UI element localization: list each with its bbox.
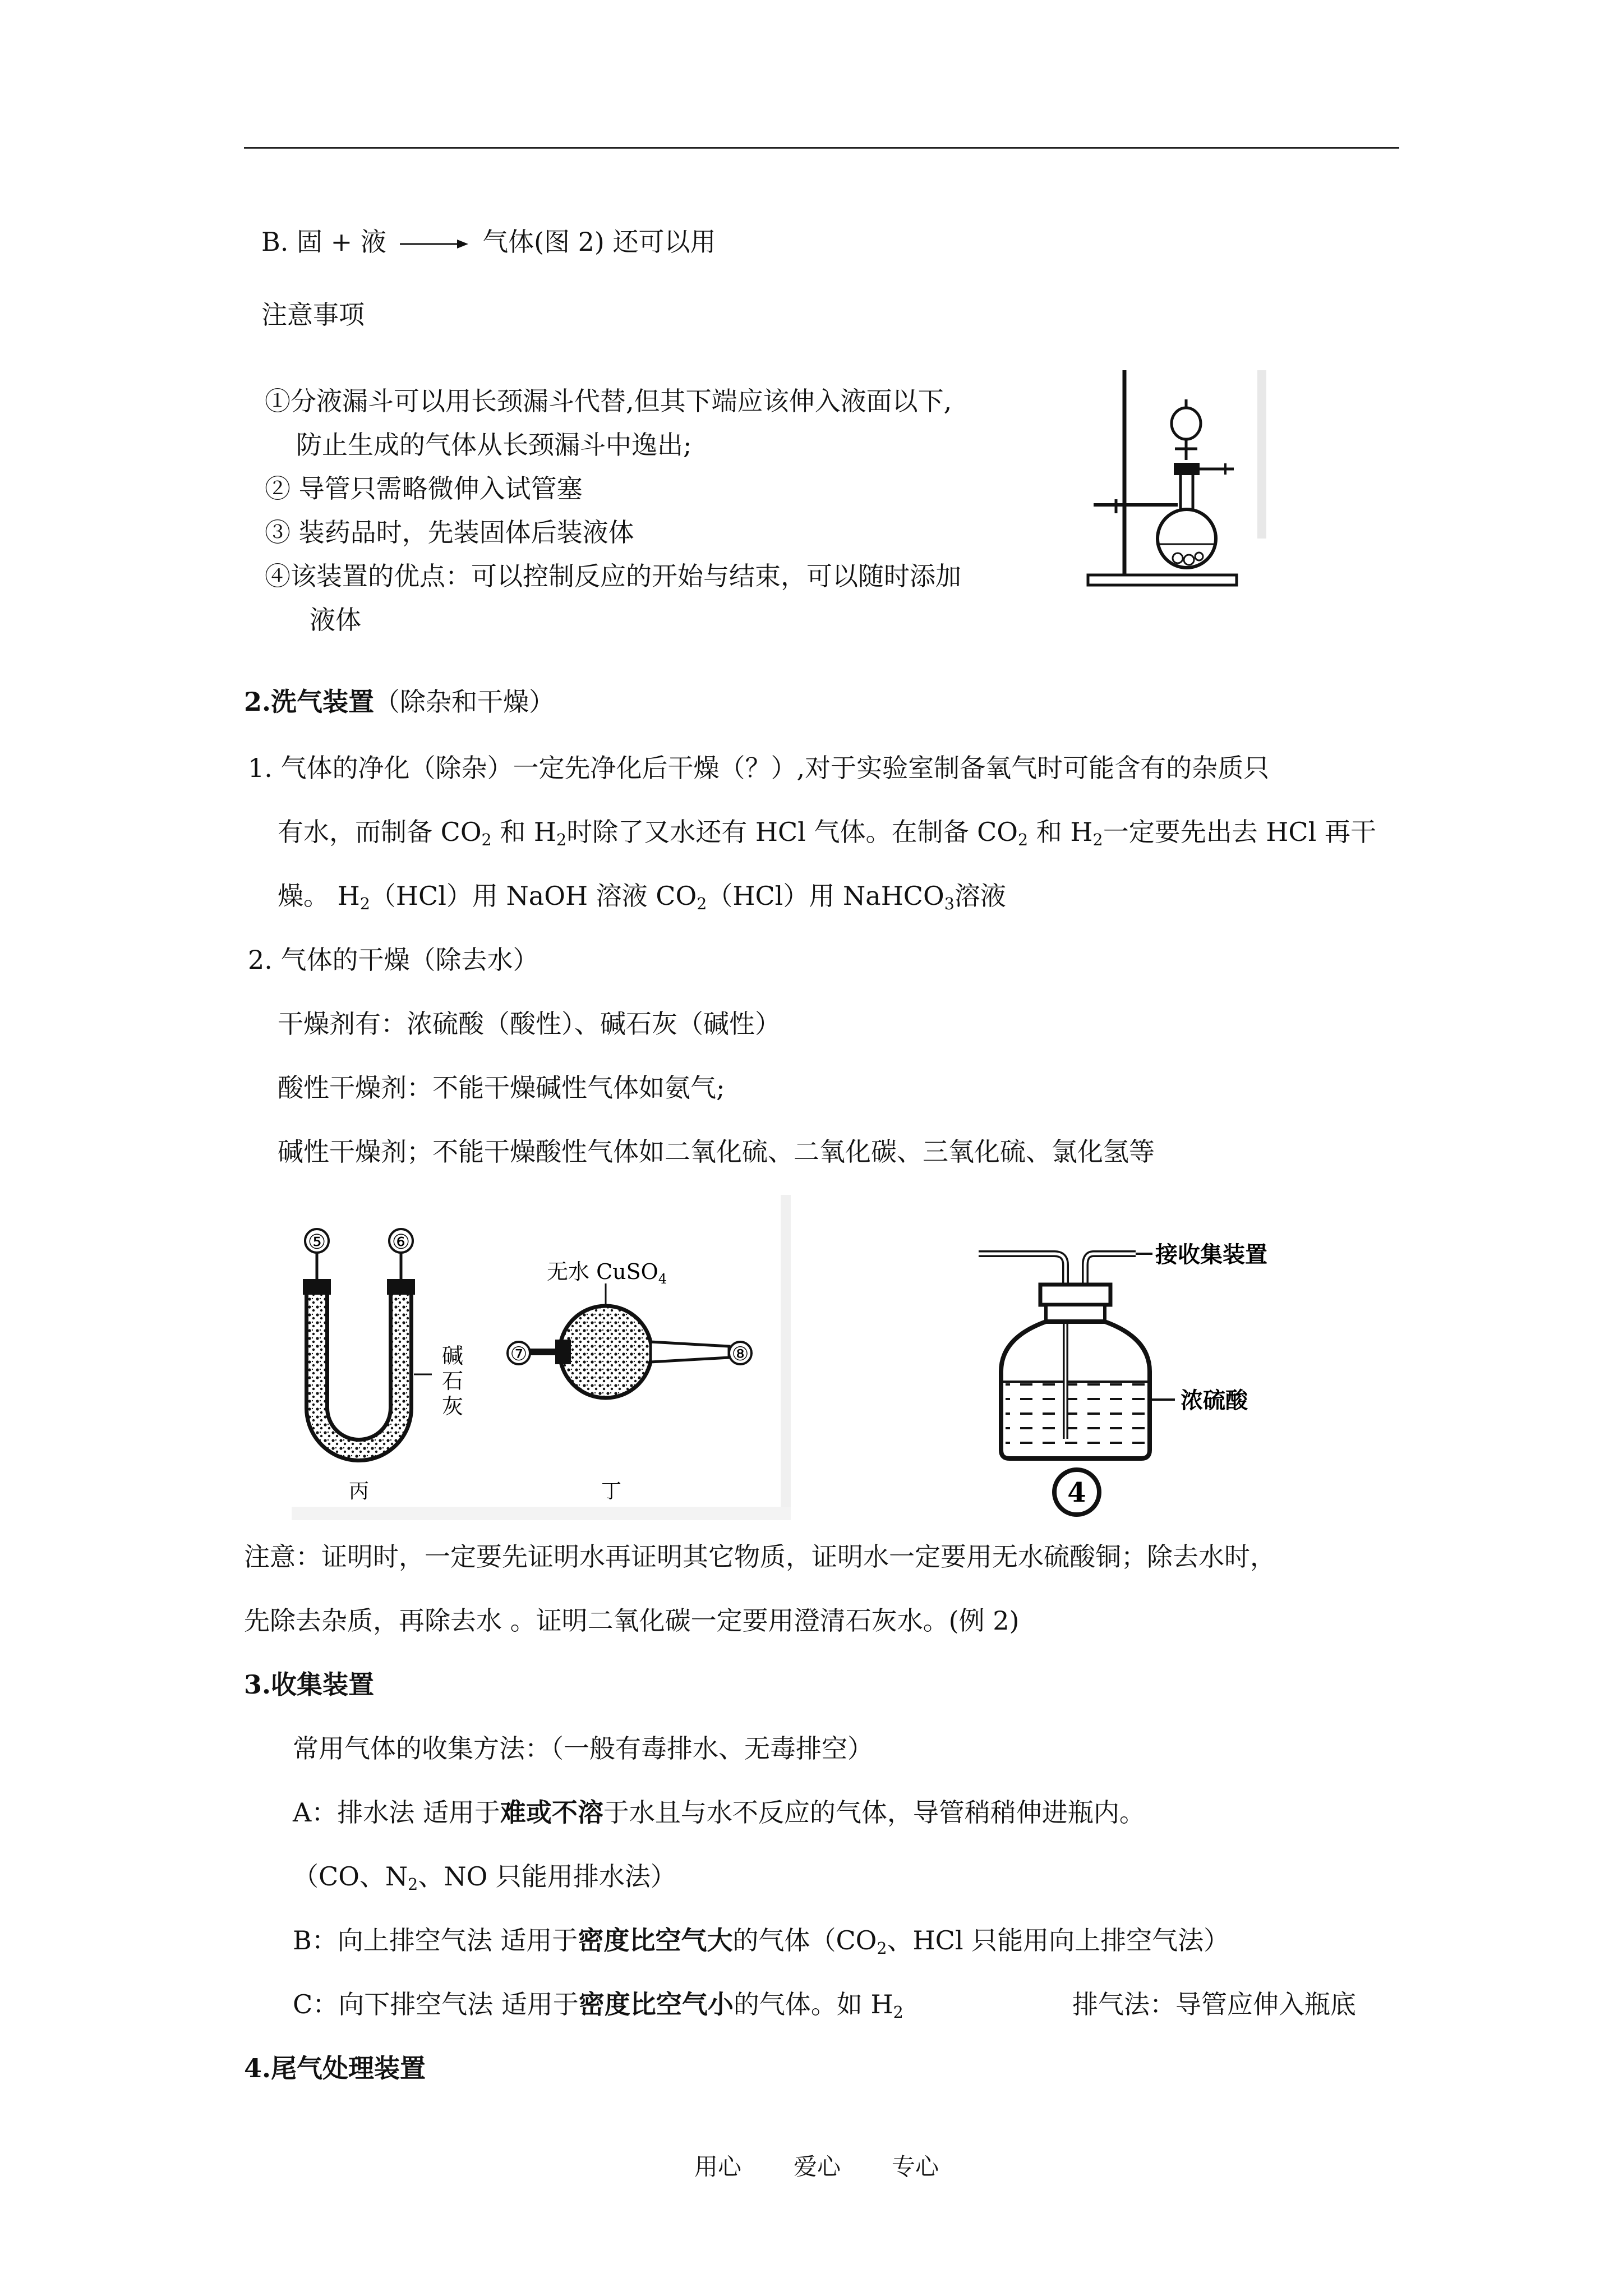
collect-a-note: （CO、$N_2$、NO 只能用排水法） [293, 1861, 676, 1894]
footer-item-2: 爱心 [794, 2153, 841, 2180]
footer-item-1: 用心 [694, 2153, 742, 2180]
notes-title: 注意事项 [261, 300, 365, 330]
gas-generator-figure [1082, 359, 1267, 595]
dry-line-2: 酸性干燥剂：不能干燥碱性气体如氨气; [278, 1073, 725, 1103]
bottle-number: 4 [1067, 1477, 1086, 1508]
u-tube-n5: ⑤ [307, 1231, 326, 1254]
u-tube-label-2: 石 [442, 1369, 464, 1393]
header-rule [244, 147, 1399, 149]
collect-c: C：向下排空气法 适用于密度比空气小的气体。如 $H_2$ [293, 1989, 903, 2022]
dry-line-1: 干燥剂有：浓硫酸（酸性）、碱石灰（碱性） [278, 1009, 781, 1039]
dry-title: 2. 气体的干燥（除去水） [248, 945, 539, 975]
dry-line-3: 碱性干燥剂；不能干燥酸性气体如二氧化硫、二氧化碳、三氧化硫、氯化氢等 [278, 1137, 1155, 1167]
note-2: ② 导管只需略微伸入试管塞 [265, 473, 583, 504]
u-tube-n6: ⑥ [391, 1231, 411, 1254]
bottle-label-top: 接收集装置 [1155, 1241, 1267, 1268]
collect-c-tail: 排气法：导管应伸入瓶底 [1072, 1989, 1356, 2019]
section2-title-bold: 2.洗气装置 [244, 687, 375, 717]
section3-title: 3.收集装置 [244, 1669, 375, 1700]
line-b-suffix: 气体(图 2) 还可以用 [482, 227, 716, 257]
u-tube-caption: 丙 [348, 1480, 370, 1503]
line-b-prefix: B. 固 + 液 [261, 227, 386, 257]
section2-title [244, 689, 555, 715]
collect-a: A：排水法 适用于难或不溶于水且与水不反应的气体，导管稍稍伸进瓶内。 [293, 1797, 1145, 1828]
ball-caption: 丁 [601, 1480, 622, 1503]
note-1b: 防止生成的气体从长颈漏斗中逸出; [296, 430, 692, 460]
section2-title-suffix: （除杂和干燥） [374, 687, 555, 717]
u-tube-label-3: 灰 [442, 1394, 464, 1419]
wash-bottle-figure [973, 1231, 1310, 1523]
arrow-icon [398, 236, 471, 252]
note-3: ③ 装药品时，先装固体后装液体 [265, 517, 634, 547]
ball-n7: ⑦ [510, 1343, 528, 1365]
section4-title: 4.尾气处理装置 [244, 2053, 426, 2083]
attention-line-2: 先除去杂质，再除去水 。证明二氧化碳一定要用澄清石灰水。(例 2) [244, 1605, 1020, 1636]
attention-line-1: 注意：证明时，一定要先证明水再证明其它物质，证明水一定要用无水硫酸铜；除去水时， [244, 1542, 1276, 1572]
note-4a: ④该装置的优点：可以控制反应的开始与结束，可以随时添加 [265, 561, 961, 591]
line-b [261, 229, 716, 255]
collect-b: B：向上排空气法 适用于密度比空气大的气体（$CO_2$、HCl 只能用向上排空气法） [293, 1925, 1230, 1958]
collect-intro: 常用气体的收集方法：（一般有毒排水、无毒排空） [293, 1733, 873, 1764]
note-1a: ①分液漏斗可以用长颈漏斗代替,但其下端应该伸入液面以下, [265, 386, 952, 416]
drying-tubes-figure [292, 1195, 791, 1520]
purify-line-3: 燥。 $H_2(HCl)$用 NaOH 溶液 $CO_2(HCl)$用 NaHCO$_3$溶液 [278, 881, 1006, 913]
bottle-label-mid: 浓硫酸 [1181, 1387, 1248, 1414]
ball-n8: ⑧ [731, 1343, 749, 1365]
purify-line-1: 1. 气体的净化（除杂）一定先净化后干燥（？）,对于实验室制备氧气时可能含有的杂质只 [248, 753, 1270, 783]
footer-item-3: 专心 [892, 2153, 939, 2180]
ball-top-label: 无水 CuSO$_4$ [547, 1259, 667, 1287]
note-4b: 液体 [310, 605, 361, 635]
u-tube-label-1: 碱 [442, 1343, 464, 1368]
purify-line-2: 有水，而制备 $CO_2$ 和 $H_2$时除了又水还有 HCl 气体。在制备 $CO_2$ 和 $H_2$一定要先出去 HCl 再干 [278, 817, 1376, 849]
